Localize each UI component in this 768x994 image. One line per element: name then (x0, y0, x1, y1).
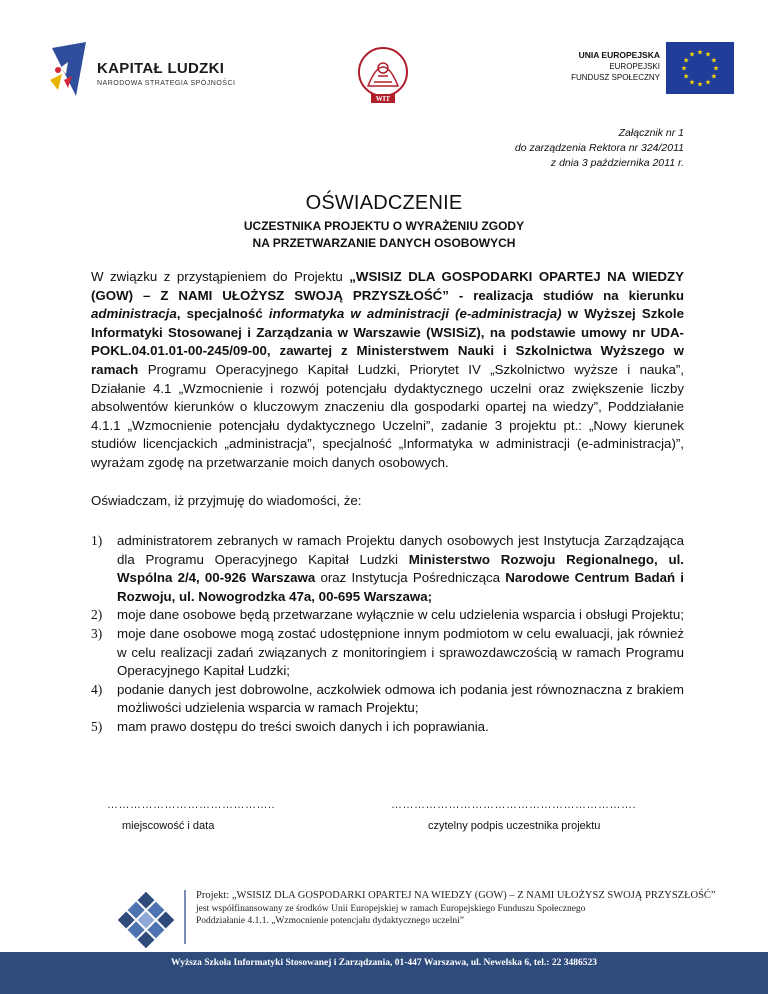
list-number: 4) (91, 681, 103, 697)
eu-star-icon: ★ (696, 81, 704, 89)
list-number: 2) (91, 607, 103, 623)
list-item: 1) administratorem zebranych w ramach Projektu danych osobowych jest Instytucja Zarządzająca dla Programu Operacyjnego Kapitał Ludzki Ministerstwo Rozwoju Regionalnego, ul. Wspólna 2/4, 00-926 Warszawa oraz Instytucja Pośrednicząca Narodowe Centrum Badań i Rozwoju, ul. Nowogrodzka 47a, 00-695 Warszawa; (91, 533, 685, 604)
para-field: administracja (91, 306, 177, 322)
eu-star-icon: ★ (688, 51, 696, 59)
wsisiz-diamond-logo (118, 892, 174, 948)
footer-address: Wyższa Szkoła Informatyki Stosowanej i Zarządzania, 01-447 Warszawa, ul. Newelska 6, tel.: 22 3486523 (171, 958, 597, 968)
eu-star-icon: ★ (688, 79, 696, 87)
document-title: OŚWIADCZENIE (305, 192, 463, 214)
subtitle-line-2: NA PRZETWARZANIE DANYCH OSOBOWYCH (252, 236, 516, 250)
subtitle-line-1: UCZESTNIKA PROJEKTU O WYRAŻENIU ZGODY (243, 219, 525, 233)
list-number: 5) (91, 718, 103, 734)
footer-line-1: Projekt: „WSISIZ DLA GOSPODARKI OPARTEJ NA WIEDZY (GOW) – Z NAMI UŁOŻYSZ SWOJĄ PRZYSZŁOŚĆ” (196, 890, 716, 901)
eu-star-icon: ★ (704, 79, 712, 87)
eu-star-icon: ★ (712, 65, 720, 73)
annex-line-2: do zarządzenia Rektora nr 324/2011 (514, 142, 684, 154)
signature-line: ………………………………………………………. (391, 799, 637, 811)
eu-star-icon: ★ (710, 57, 718, 65)
eu-star-icon: ★ (710, 73, 718, 81)
list-item: 2) moje dane osobowe będą przetwarzane wyłącznie w celu udzielenia wsparcia i obsługi Projektu; (91, 606, 684, 625)
place-date-label: miejscowość i data (122, 820, 215, 832)
signature-label: czytelny podpis uczestnika projektu (428, 820, 601, 832)
para-text-1: W związku z przystąpieniem do Projektu (91, 269, 350, 284)
para-text-4: , specjalność (176, 306, 269, 322)
para-specialty: informatyka w administracji (e-administracja) (268, 306, 562, 322)
list-item: 5) mam prawo dostępu do treści swoich danych i ich poprawiania. (91, 718, 684, 737)
consent-paragraph (91, 268, 684, 473)
ministry-address: Ministerstwo Rozwoju Regionalnego, ul. Wspólna 2/4, 00-926 Warszawa (117, 551, 685, 586)
footer-project-note (196, 890, 736, 928)
para-program-details: Programu Operacyjnego Kapitał Ludzki, Priorytet IV „Szkolnictwo wyższe i nauka”, Działanie 4.1 „Wzmocnienie i rozwój potencjału dydaktycznego uczelni oraz zwiększenie liczby absolwentów kierunków o kluczowym znaczeniu dla gospodarki opartej na wiedzy”, Poddziałanie 4.1.1 „Wzmocnienie potencjału dydaktycznego Uczelni”, zadanie 3 projektu pt.: „Nowy kierunek studiów licencjackich „administracja”, specjalność „Informatyka w administracji (e-administracja)”, wyrażam zgodę na przetwarzanie moich danych osobowych. (91, 361, 684, 470)
intro-statement: Oświadczam, iż przyjmuję do wiadomości, że: (91, 493, 362, 508)
eu-line-3: FUNDUSZ SPOŁECZNY (571, 73, 660, 82)
list-item: 4) podanie danych jest dobrowolne, aczkolwiek odmowa ich podania jest równoznaczna z brakiem możliwości udzielenia wsparcia w ramach Projektu; (91, 681, 684, 716)
wit-logo-text: WIT (375, 95, 391, 103)
eu-star-icon: ★ (704, 51, 712, 59)
list-item: 3) moje dane osobowe mogą zostać udostępnione innym podmiotom w celu ewaluacji, jak również w celu realizacji zadań związanych z monitoringiem i sprawozdawczością w ramach Programu Operacyjnego Kapitał Ludzki; (91, 625, 684, 679)
eu-star-icon: ★ (680, 65, 688, 73)
place-date-line: …………………………………….. (107, 799, 276, 811)
annex-note (420, 126, 684, 171)
eu-label (540, 50, 660, 83)
document-subtitle (0, 218, 768, 252)
footer-line-3: Poddziałanie 4.1.1. „Wzmocnienie potencjału dydaktycznego uczelni” (196, 916, 465, 926)
ncbr-address: Narodowe Centrum Badań i Rozwoju, ul. Nowogrodzka 47a, 00-695 Warszawa; (117, 570, 684, 604)
eu-star-icon: ★ (682, 73, 690, 81)
annex-line-1: Załącznik nr 1 (618, 127, 684, 139)
annex-line-3: z dnia 3 października 2011 r. (550, 157, 684, 169)
kl-subtitle: NARODOWA STRATEGIA SPÓJNOŚCI (97, 80, 236, 87)
para-project-name: „WSISIZ DLA GOSPODARKI OPARTEJ NA WIEDZY (GOW) – Z NAMI UŁOŻYSZ SWOJĄ PRZYSZŁOŚĆ” - realizacja studiów na kierunku (91, 269, 684, 303)
eu-flag-icon (666, 42, 734, 94)
footer-divider (184, 890, 186, 944)
footer-line-2: jest współfinansowany ze środków Unii Europejskiej w ramach Europejskiego Funduszu Społecznego (196, 903, 586, 914)
acknowledgement-list (91, 532, 684, 737)
eu-star-icon: ★ (696, 49, 704, 57)
eu-star-icon: ★ (682, 57, 690, 65)
kl-title: KAPITAŁ LUDZKI (97, 60, 225, 77)
wit-crest-logo (346, 38, 420, 108)
para-school-agreement: w Wyższej Szkole Informatyki Stosowanej i Zarządzania w Warszawie (WSISiZ), na podstawie umowy nr UDA-POKL.04.01.01-00-245/09-00, zawartej z Ministerstwem Nauki i Szkolnictwa Wyższego w ramach (91, 306, 684, 377)
list-number: 1) (91, 533, 103, 548)
eu-line-1: UNIA EUROPEJSKA (578, 50, 660, 60)
list-number: 3) (91, 625, 103, 641)
eu-line-2: EUROPEJSKI (609, 62, 660, 71)
